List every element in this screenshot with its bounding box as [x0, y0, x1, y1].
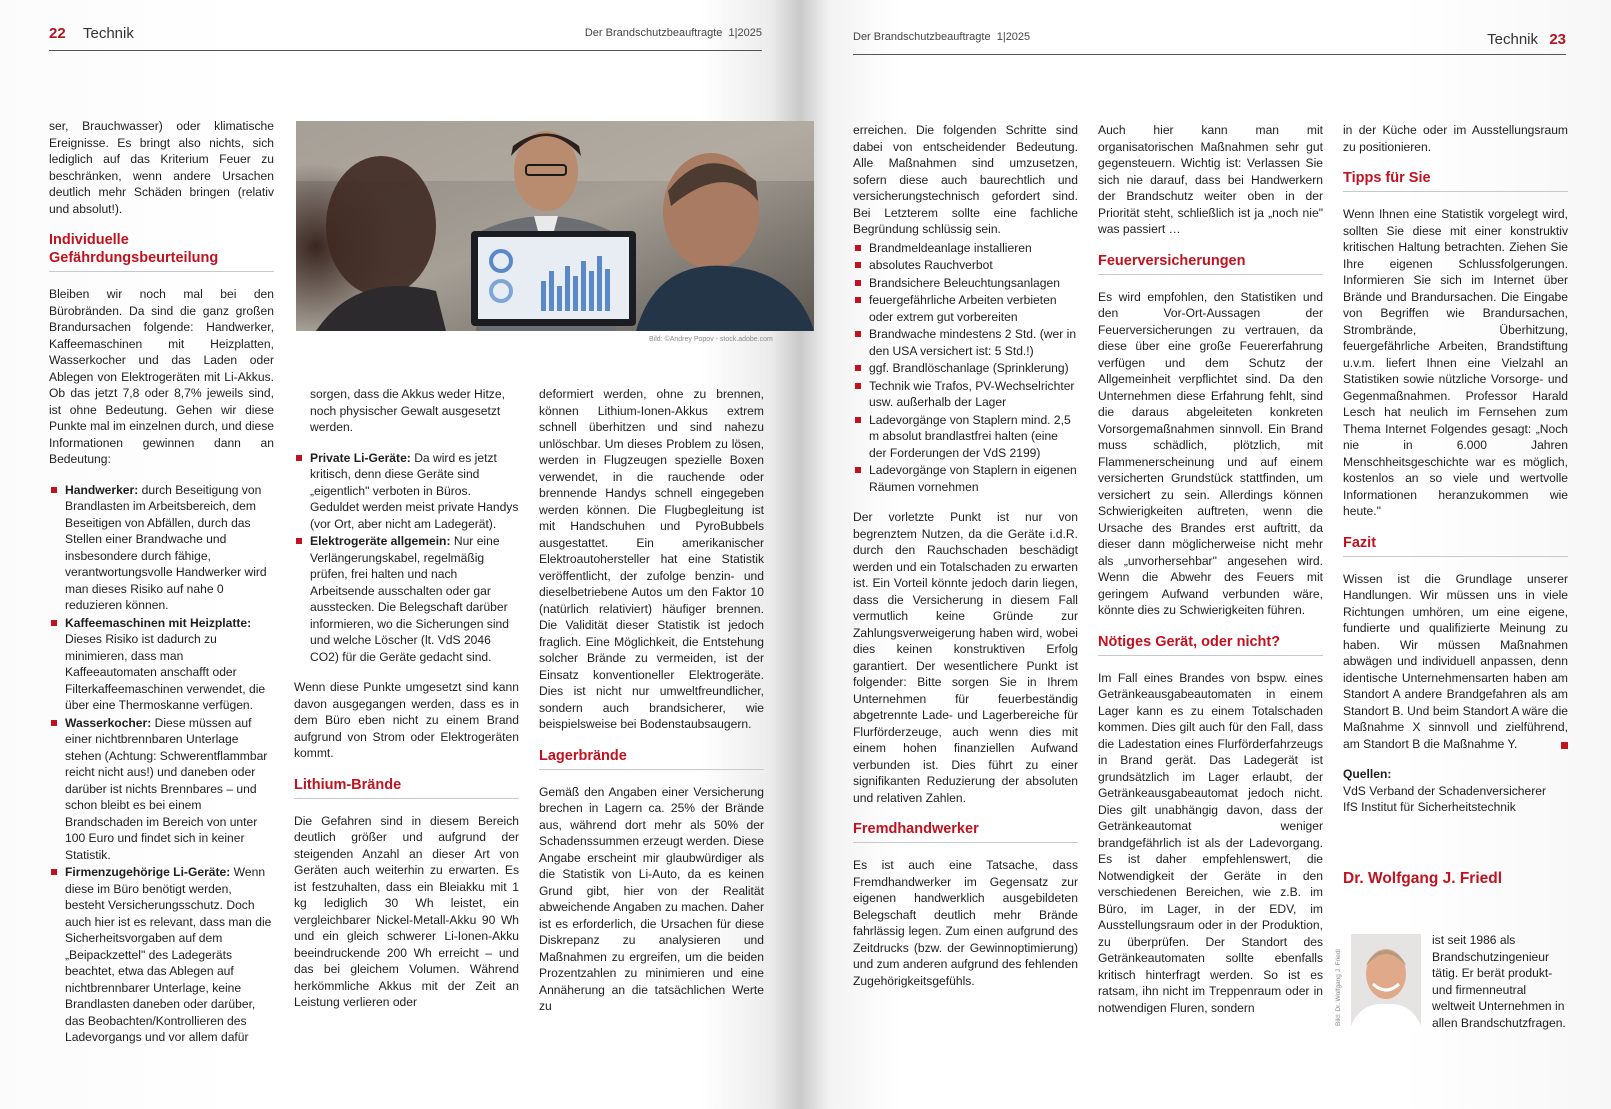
- left-page: [0, 0, 805, 1109]
- fazit-text: Wissen ist die Grundlage unserer Handlungen. Wir müssen uns in viele Richtungen umhören, um eine eigene, fundierte und qualifizierte Meinung zu haben. Wir müssen Maßnahmen abwägen und individuell anpassen, denn identische Unternehmensarten haben am Standort A andere Brandgefahren als am Standort B. Und beim Standort A wäre die Maßnahme X sinnvoll und zielführend, am Standort B die Maßnahme Y.: [1343, 571, 1568, 751]
- bullet-list: [853, 240, 1078, 496]
- author-portrait-image: [1351, 934, 1421, 1026]
- list-item: [294, 533, 519, 665]
- paragraph: erreichen. Die folgenden Schritte sind dabei von entscheidender Bedeutung. Alle Maßnahmen sind umzusetzen, sofern diese auch baurechtlich und versicherungstechnisch gefordert sind. Bei Letzterem sollte eine fachliche Begründung schlüssig sein.: [853, 123, 1078, 236]
- end-mark-icon: [1561, 742, 1568, 749]
- list-item: [49, 482, 274, 614]
- issue-label: 1|2025: [728, 27, 762, 39]
- source-item: IfS Institut für Sicherheitstechnik: [1343, 800, 1516, 814]
- right-page: [805, 0, 1611, 1109]
- item-term: Wasserkocher:: [65, 715, 152, 730]
- paragraph: [1343, 571, 1568, 753]
- article-photo: [296, 121, 814, 331]
- section-heading: Feuerversicherungen: [1098, 252, 1323, 275]
- list-item: [294, 450, 519, 533]
- sources-label: Quellen:: [1343, 767, 1392, 781]
- paragraph: Auch hier kann man mit organisatorischen Maßnahmen sehr gut gegensteuern. Wichtig ist: Verlassen Sie sich nie darauf, dass bei Handwerkern der Brandschutz weiter oben in der Priorität steht, schließlich ist ja „noch nie" was passiert …: [1098, 123, 1323, 236]
- magazine-title-right: [853, 31, 1030, 43]
- page-header-right: [853, 18, 1566, 55]
- right-column-1: [853, 122, 1078, 1003]
- author-bio: ist seit 1986 als Brandschutzingenieur tätig. Er berät produkt- und firmenneutral weltweit Unternehmen in allen Brandschutzfragen.: [1432, 933, 1566, 1030]
- section-heading: Individuelle Gefährdungsbeurteilung: [49, 231, 274, 272]
- section-label-left: Technik: [83, 25, 134, 42]
- list-item: absolutes Rauchverbot: [853, 257, 1078, 274]
- list-item: Ladevorgänge von Staplern in eigenen Räumen vornehmen: [853, 462, 1078, 495]
- office-meeting-image: [296, 121, 814, 331]
- page-header-left: [49, 14, 762, 51]
- section-heading: Fremdhandwerker: [853, 820, 1078, 843]
- magazine-name: Der Brandschutzbeauftragte: [584, 27, 723, 39]
- item-text: Dieses Risiko ist dadurch zu minimieren, dass man Kaffeeautomaten anschafft oder Filterkaffeemaschinen verwendet, die über eine Thermoskanne verfügen.: [65, 632, 266, 712]
- paragraph: Bleiben wir noch mal bei den Bürobränden. Da sind die ganz großen Brandursachen folgende: Handwerker, Kaffeemaschinen mit Heizplatten, Wasserkocher und das Laden oder Ablegen von Elektrogeräten mit Li-Akkus. Ob das jetzt 7,8 oder 8,7% jeweils sind, ist ohne Bedeutung. Gehen wir diese Punkte mal im einzelnen durch, und diese Informationen gewinnen dann an Bedeutung:: [49, 287, 274, 466]
- item-term: Handwerker:: [65, 482, 139, 497]
- paragraph: ser, Brauchwasser) oder klimatische Ereignisse. Es bringt also nichts, sich lediglich auf das Kriterium Feuer zu beschränken, wenn andere Ursachen deutlich mehr Schäden bringen (relativ und absolut!).: [49, 119, 274, 216]
- item-text: durch Beseitigung von Brandlasten im Arbeitsbereich, dem Beseitigen von Abfällen, durch das Stellen einer Brandwache und insbesondere durch fähige, verantwortungsvolle Handwerker wird man dieses Risiko auf nahe 0 reduzieren können.: [65, 482, 267, 612]
- paragraph: Wenn Ihnen eine Statistik vorgelegt wird, sollten Sie diese mit einer konstruktiv kritischen Haltung betrachten. Ziehen Sie Ihre eigenen Schlussfolgerungen. Informieren Sie sich im Internet über Brände und Brandursachen. Die Eingabe von Begriffen wie Brandursachen, Strombrände, Überhitzung, feuergefährliche Arbeiten, Brandstiftung u.v.m. liefert Ihnen eine Vielzahl an Statistiken sowie nützliche Vorsorge- und Gegenmaßnahmen. Professor Harald Lesch hat neulich im Fernsehen zum Thema Internet Folgendes gesagt: „Noch nie in 6.000 Jahren Menschheitsgeschichte war es möglich, kostenlos an so viele und wertvolle Informationen heranzukommen wie heute.": [1343, 207, 1568, 518]
- section-heading: Lagerbrände: [539, 747, 764, 770]
- sources-block: [1343, 766, 1568, 816]
- page-number-right: 23: [1549, 31, 1566, 48]
- magazine-title-left: [585, 27, 762, 39]
- photo-credit: Bild: ©Andrey Popov - stock.adobe.com: [649, 336, 773, 343]
- left-column-3: [539, 386, 764, 1029]
- list-item: Brandmeldeanlage installieren: [853, 240, 1078, 257]
- paragraph: deformiert werden, ohne zu brennen, können Lithium-Ionen-Akkus extrem schnell überhitzen und sind nahezu unlöschbar. Um dieses Problem zu lösen, werden in Flugzeugen spezielle Boxen verwendet, in die rauchende oder brennende Handys schnell eingegeben werden können. Die Flugbegleitung ist mit Handschuhen und PyroBubbels ausgestattet. Ein amerikanischer Elektroautohersteller hat eine Statistik veröffentlicht, der zufolge benzin- und dieselbetriebene Autos um den Faktor 10 (natürlich relativiert) häufiger brennen. Die Validität dieser Statistik ist jedoch fraglich. Eine Möglichkeit, die Entstehung solcher Brände zu vermeiden, ist der Einsatz konventioneller Elektrogeräte. Dies ist nicht nur umweltfreundlicher, sondern auch brandsicherer, wie beispielsweise bei Bodenstaubsaugern.: [539, 387, 764, 731]
- list-item: [49, 715, 274, 864]
- author-photo: [1351, 934, 1421, 1026]
- paragraph: Es wird empfohlen, den Statistiken und den Vor-Ort-Aussagen der Feuerversicherungen zu vertrauen, da diese über eine große Feuererfahrung verfügen und dem Schutz der Allgemeinheit verpflichtet sind. Da den Unternehmen diese Erfahrung fehlt, sind die daraus abgeleiteten konkreten Vorsorgemaßnahmen sinnvoll. Ein Brand muss schädlich, plötzlich, mit Flammenerscheinung und auf einem versicherten Grundstück stattfinden, um versichert zu sein. Allerdings können Schwierigkeiten auftreten, wenn die Ursache des Brandes erst auftritt, da dieser dann möglicherweise nicht mehr als „unvorhersehbar" angesehen wird. Wenn die Abwehr des Feuers mit geringem Aufwand verbunden wäre, könnte dies zu Schwierigkeiten führen.: [1098, 289, 1323, 617]
- item-text: Da wird es jetzt kritisch, denn diese Geräte sind „eigentlich" verboten in Büros. Geduldet werden meist private Handys (vor Ort, aber nicht am Ladegerät).: [310, 450, 519, 531]
- paragraph: Es ist auch eine Tatsache, dass Fremdhandwerker im Gegensatz zur eigenen handwerklich ausgebildeten Belegschaft deutlich mehr Brände fahrlässig legen. Zum einen aufgrund des Zeitdrucks (bzw. der Gewinnoptimierung) und zum anderen aufgrund des fehlenden Zugehörigkeitsgefühls.: [853, 858, 1078, 988]
- magazine-name: Der Brandschutzbeauftragte: [853, 31, 991, 43]
- list-item: Brandwache mindestens 2 Std. (wer in den USA versichert ist: 5 Std.!): [853, 326, 1078, 359]
- paragraph: Im Fall eines Brandes von bspw. eines Getränkeausgabeautomaten in einem Lager kann es zu einem Totalschaden kommen. Dies gilt auch für den Fall, dass die Ladestation eines Flurförderfahrzeugs in Brand gerät. Das Ladegerät ist grundsätzlich im Lager erlaubt, der Getränkeausgabeautomat jedoch nicht. Dies gilt unabhängig davon, dass der Getränkeautomat weniger brandgefährlich ist als der Ladevorgang. Es ist daher empfehlenswert, die Notwendigkeit der Geräte in den verschiedenen Bereichen, wie z.B. im Büro, im Lager, in der EDV, im Ausstellungsraum oder in der Produktion, zu überprüfen. Der Standort des Getränkeautomaten sollte ebenfalls kritisch hinterfragt werden. So ist es ratsam, ihn nicht im Treppenraum oder in notwendigen Fluren, sondern: [1098, 670, 1323, 1015]
- list-item: [49, 864, 274, 1046]
- section-heading: Lithium-Brände: [294, 776, 519, 799]
- item-term: Kaffeemaschinen mit Heizplatte:: [65, 615, 252, 630]
- right-column-3: [1343, 122, 1568, 816]
- item-text: Nur eine Verlängerungskabel, regelmäßig prüfen, frei halten und nach Arbeitsende ausschalten oder gar ausstecken. Die Belegschaft darüber informieren, wo die Sicherungen sind und welche Löscher (lt. VdS 2046 CO2) für die Geräte gedacht sind.: [310, 534, 509, 664]
- bullet-list: [49, 482, 274, 1046]
- left-column-1: [49, 118, 274, 1060]
- list-item: [49, 615, 274, 714]
- paragraph: in der Küche oder im Ausstellungsraum zu positionieren.: [1343, 123, 1568, 154]
- bullet-list: [294, 450, 519, 666]
- section-heading: Tipps für Sie: [1343, 169, 1568, 192]
- item-term: Private Li-Geräte:: [310, 450, 411, 465]
- paragraph: Wenn diese Punkte umgesetzt sind kann davon ausgegangen werden, dass es in dem Büro eben nicht zu einem Brand aufgrund von Strom oder Elektrogeräten kommt.: [294, 680, 519, 760]
- issue-label: 1|2025: [996, 31, 1031, 43]
- paragraph: sorgen, dass die Akkus weder Hitze, noch physischer Gewalt ausgesetzt werden.: [310, 387, 505, 434]
- list-item: feuergefährliche Arbeiten verbieten oder extrem gut vorbereiten: [853, 292, 1078, 325]
- item-text: Wenn diese im Büro benötigt werden, besteht Versicherungsschutz. Doch auch hier ist es relevant, dass man die Sicherheitsvorgaben auf dem „Beipackzettel" des Ladegeräts beachtet, etwa das Ablegen auf nichtbrennbarer Unterlage, keine Brandlasten daneben oder darüber, das Beobachten/Kontrollieren des Ladevorgangs und vor allem dafür: [65, 865, 272, 1044]
- list-item: Ladevorgänge von Staplern mind. 2,5 m absolut brandlastfrei halten (eine der Forderungen der VdS 2199): [853, 412, 1078, 462]
- paragraph: Die Gefahren sind in diesem Bereich deutlich größer und aufgrund der steigenden Anzahl an dieser Art von Geräten auch weiterhin zu erwarten. Es ist festzuhalten, dass ein Bleiakku mit 1 kg lediglich 30 Wh leistet, ein vergleichbarer Nickel-Metall-Akku 90 Wh und ein gleich schwerer Li-Ionen-Akku beeindruckende 200 Wh erreicht – und das bei gleichem Volumen. Während herkömmliche Akkus mit der Zeit an Leistung verlieren oder: [294, 813, 519, 1009]
- author-photo-credit: Bild: Dr. Wolfgang J. Friedl: [1335, 949, 1342, 1026]
- left-column-2: [294, 386, 519, 1025]
- source-item: VdS Verband der Schadenversicherer: [1343, 783, 1547, 798]
- section-heading: Nötiges Gerät, oder nicht?: [1098, 633, 1323, 656]
- item-term: Firmenzugehörige Li-Geräte:: [65, 865, 231, 879]
- list-item: Technik wie Trafos, PV-Wechselrichter usw. außerhalb der Lager: [853, 378, 1078, 411]
- page-number-left: 22: [49, 25, 66, 42]
- list-item: Brandsichere Beleuchtungsanlagen: [853, 275, 1078, 292]
- list-item: ggf. Brandlöschanlage (Sprinklerung): [853, 360, 1078, 377]
- section-heading: Fazit: [1343, 534, 1568, 557]
- item-text: Diese müssen auf einer nichtbrennbaren Unterlage stehen (Achtung: Schwerentflammbar reicht nicht aus!) und daneben oder darüber ist nichts Brennbares – und schon bleibt es bei einem Brandschaden im Bereich von unter 100 Euro und findet sich in keiner Statistik.: [65, 715, 268, 862]
- paragraph: Der vorletzte Punkt ist nur von begrenztem Nutzen, da die Geräte i.d.R. durch den Rauchschaden beschädigt werden und ein Totalschaden zu erwarten ist. Ein Vorteil könnte jedoch darin liegen, dass die Versicherung in diesem Fall vermutlich keine Gründe zur Zahlungsverweigerung haben wird, wobei dies keinen konstruktiven Erfolg garantiert. Der wesentlichere Punkt ist folgender: Bitte sorgen Sie in Ihrem Unternehmen für feuerbeständig abgetrennte Lade- und Lagerbereiche für Flurförderzeuge, auch wenn dies mit einem hohen finanziellen Aufwand verbunden ist. Dies führt zu einer signifikanten Reduzierung der absoluten und relativen Zahlen.: [853, 510, 1078, 805]
- right-column-2: [1098, 122, 1323, 1030]
- section-label-right: Technik: [1487, 31, 1538, 48]
- paragraph: Gemäß den Angaben einer Versicherung brechen in Lagern ca. 25% der Brände aus, während dort mehr als 50% der Schadenssummen erzeugt werden. Diese Angabe erscheint mir glaubwürdiger als die Statistik von Li-Auto, da es keinen Grund gibt, hier von der Realität abweichende Angaben zu machen. Daher ist es erforderlich, die Ursachen für diese Diskrepanz zu analysieren und Maßnahmen zu ergreifen, um die beiden Prozentzahlen zu minimieren und eine Annäherung an die tatsächlichen Werte zu: [539, 784, 764, 1013]
- item-term: Elektrogeräte allgemein:: [310, 534, 451, 548]
- author-name: Dr. Wolfgang J. Friedl: [1343, 870, 1503, 887]
